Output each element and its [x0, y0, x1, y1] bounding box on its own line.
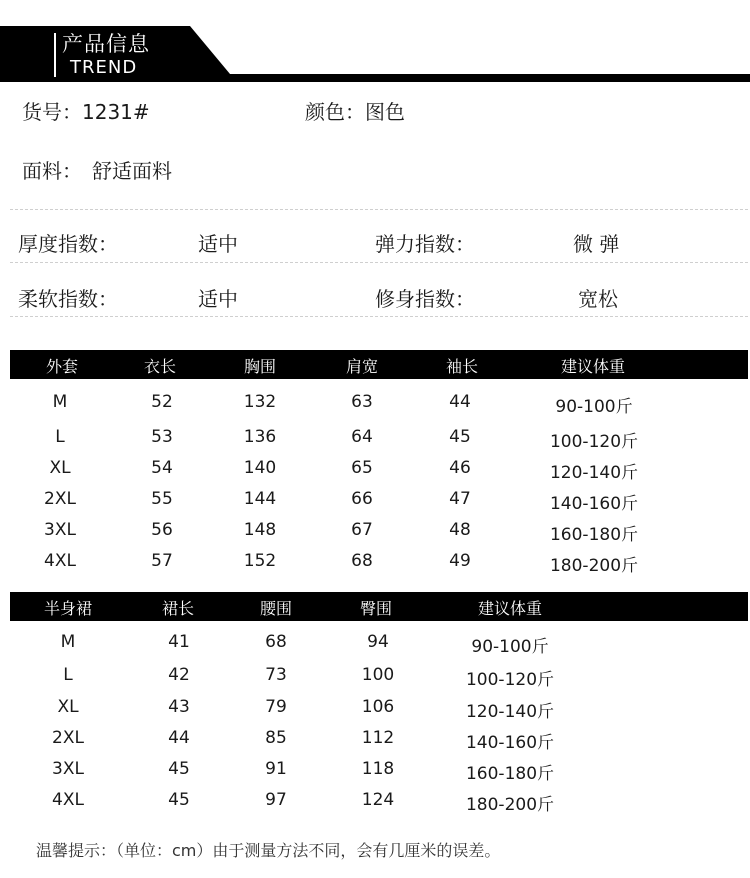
table-cell: 43 [168, 697, 190, 717]
fit-label: 修身指数： [375, 287, 475, 311]
table-cell: 148 [243, 520, 277, 540]
table-cell: 52 [151, 392, 173, 412]
fabric [22, 155, 172, 184]
skirt-header-cell: 臀围 [359, 599, 393, 618]
jacket-table-header [10, 350, 748, 379]
item-no [22, 96, 150, 125]
table-cell: 85 [265, 728, 287, 748]
table-cell: 64 [351, 427, 373, 447]
table-cell: 3XL [44, 520, 76, 540]
header-banner [0, 26, 750, 82]
banner-slant [190, 26, 230, 74]
elasticity-label: 弹力指数： [375, 232, 475, 256]
table-cell: 45 [449, 427, 471, 447]
table-cell: 132 [243, 392, 277, 412]
skirt-table-header [10, 592, 748, 621]
table-cell: 41 [168, 632, 190, 652]
banner-white-area [230, 26, 750, 74]
table-cell: 120-140斤 [465, 702, 555, 722]
jacket-header-cell: 衣长 [143, 357, 177, 376]
table-cell: 152 [243, 551, 277, 571]
jacket-header-cell: 袖长 [445, 357, 479, 376]
table-cell: 68 [351, 551, 373, 571]
fabric-value: 舒适面料 [92, 159, 172, 183]
table-cell: XL [49, 458, 71, 478]
table-cell: 144 [243, 489, 277, 509]
table-cell: 44 [449, 392, 471, 412]
banner-divider [54, 33, 56, 77]
table-cell: 90-100斤 [555, 397, 633, 417]
table-cell: 180-200斤 [549, 556, 639, 576]
fabric-label: 面料： [22, 159, 82, 183]
jacket-header-cell: 建议体重 [560, 357, 626, 376]
table-cell: XL [57, 697, 79, 717]
table-cell: 160-180斤 [549, 525, 639, 545]
table-cell: 63 [351, 392, 373, 412]
table-cell: 120-140斤 [549, 463, 639, 483]
thickness-value: 适中 [198, 232, 238, 256]
table-cell: 90-100斤 [471, 637, 549, 657]
table-cell: 3XL [52, 759, 84, 779]
jacket-header-cell: 肩宽 [345, 357, 379, 376]
banner-title-cn: 产品信息 [62, 32, 150, 56]
table-cell: 42 [168, 665, 190, 685]
table-cell: 97 [265, 790, 287, 810]
item-no-label: 货号： [22, 100, 82, 124]
table-cell: 140-160斤 [549, 494, 639, 514]
table-cell: 68 [265, 632, 287, 652]
dashed-divider [10, 262, 748, 263]
table-cell: 65 [351, 458, 373, 478]
color-value: 图色 [365, 100, 405, 124]
table-cell: 91 [265, 759, 287, 779]
color [305, 96, 405, 125]
skirt-header-cell: 腰围 [259, 599, 293, 618]
table-cell: 45 [168, 759, 190, 779]
table-cell: M [52, 392, 68, 412]
table-cell: 4XL [52, 790, 84, 810]
table-cell: 67 [351, 520, 373, 540]
table-cell: 136 [243, 427, 277, 447]
softness-label: 柔软指数： [18, 287, 118, 311]
jacket-header-cell: 胸围 [243, 357, 277, 376]
table-cell: 55 [151, 489, 173, 509]
skirt-header-cell: 建议体重 [477, 599, 543, 618]
table-cell: 140-160斤 [465, 733, 555, 753]
table-cell: 2XL [44, 489, 76, 509]
table-cell: 4XL [44, 551, 76, 571]
table-cell: 124 [361, 790, 395, 810]
color-label: 颜色： [305, 100, 365, 124]
jacket-header-cell: 外套 [45, 357, 79, 376]
table-cell: 48 [449, 520, 471, 540]
banner-title-en: TREND [70, 57, 138, 78]
table-cell: 118 [361, 759, 395, 779]
skirt-header-cell: 半身裙 [43, 599, 93, 618]
thickness-label: 厚度指数： [18, 232, 118, 256]
table-cell: L [55, 427, 65, 447]
table-cell: 100-120斤 [549, 432, 639, 452]
dashed-divider [10, 316, 748, 317]
table-cell: 160-180斤 [465, 764, 555, 784]
elasticity-value: 微 弹 [573, 232, 620, 256]
item-no-value: 1231# [82, 100, 150, 124]
table-cell: 180-200斤 [465, 795, 555, 815]
table-cell: 106 [361, 697, 395, 717]
table-cell: 94 [367, 632, 389, 652]
skirt-header-cell: 裙长 [161, 599, 195, 618]
table-cell: 46 [449, 458, 471, 478]
table-cell: L [63, 665, 73, 685]
table-cell: 44 [168, 728, 190, 748]
table-cell: 112 [361, 728, 395, 748]
table-cell: 54 [151, 458, 173, 478]
table-cell: 140 [243, 458, 277, 478]
table-cell: 57 [151, 551, 173, 571]
softness-value: 适中 [198, 287, 238, 311]
table-cell: 79 [265, 697, 287, 717]
table-cell: 49 [449, 551, 471, 571]
table-cell: 100 [361, 665, 395, 685]
size-note: 温馨提示：（单位：cm）由于测量方法不同，会有几厘米的误差。 [36, 841, 501, 860]
table-cell: 2XL [52, 728, 84, 748]
table-cell: 66 [351, 489, 373, 509]
fit-value: 宽松 [578, 287, 618, 311]
table-cell: 100-120斤 [465, 670, 555, 690]
table-cell: M [60, 632, 76, 652]
dashed-divider [10, 209, 748, 210]
table-cell: 56 [151, 520, 173, 540]
table-cell: 73 [265, 665, 287, 685]
table-cell: 45 [168, 790, 190, 810]
table-cell: 47 [449, 489, 471, 509]
table-cell: 53 [151, 427, 173, 447]
